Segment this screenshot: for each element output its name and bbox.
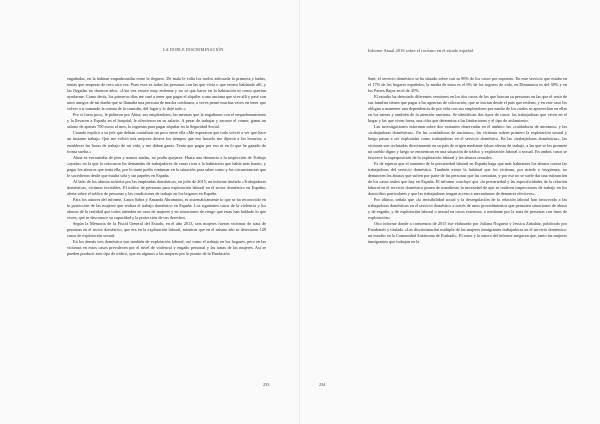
left-paragraph-5: Al lado de los abusos sufridos por las empleadas domésticas, en julio de 2015, un informe titulado «Trabajadoras domésticas, víctimas invisibles. El tráfico de personas para explotación laboral en el sector doméstico en España» alerta sobre el tráfico de personas y las condiciones de trabajo en los hogares en España. bbox=[67, 178, 266, 196]
right-paragraph-4: Es de esperar que el aumento de la precariedad laboral en España haga que más habitantes los abusos contra las trabajadoras del servicio doméstico. También existe la habitual que los víctimas, por miedo o vergüenza, no denuncien los abusos que sufren por parte de las personas que las contratan, y por eso no se suele dar una estimación de los casos reales que hay en España. El informe concluye que «la precariedad y las especificidades de la relación laboral en el servicio doméstico ponen de manifiesto la necesidad de que se realicen inspecciones de trabajo en los domicilios particulares y que las trabajadoras tengan acceso a mecanismos de denuncia efectivos». bbox=[368, 160, 567, 196]
right-paragraph-2: El estudio ha detectado diferentes versiones en los dos casos de los que buscan su personas en las que el resto de sus familias tienen que pagar a las agencias de colocación, que se inician desde el país que reciben, y en este caso les obligan a mantener una dependencia de por vida con sus empleadores por medio de los cuales se aprovechan en ellas en los meses y también de la atención sanitaria. Se identifican dos tipos de casos: las trabajadoras que viven en el hogar y las que viven fuera, una cifra que determina a las limitaciones y el tipo de aislamiento. bbox=[368, 94, 567, 124]
left-body-text bbox=[67, 76, 266, 388]
right-page-number: 234 bbox=[319, 382, 326, 387]
right-body-text bbox=[368, 76, 567, 388]
left-paragraph-2: Por si fuera poco, le pidieron por Alma, sus empleadores, las mismas que la engañaron con el empadronamiento y la llevaron a España en el hospital, le ofrecieron en su salario. A pesar de trabajar y sacarse el comer, ganar un salario de apenas 700 euros al mes, lo ingresan para pagar alquilar en la Seguridad Social. bbox=[67, 112, 266, 130]
left-paragraph-3: Cuando explicó a su jefe que debían contribuir un poco entre ella «Me esperaron que todo volvió a ver que hace un instante trabajo. Que me volvió mis mejores deseos los tiempos que eso hacerlo me dijeron a los horarios, a establecer las horas de trabajo de mi vida, y me daban ganas. Tenía que pagar por eso ni en lo que he ganado de forma suelta.» bbox=[67, 130, 266, 154]
left-paragraph-6: Para los autores del informe, Laura Sabra y Amanda Abramium, es sistemáticamente lo que se ha reconocido en la protección de las mujeres que realiza el trabajo doméstico en España. Los siguientes casos de la violencia y los abusos de la realidad que todos atienden en caso de mujeres y en situaciones de riesgo que estas han hablado lo que viven, que se desconoce su capacidad y la protección de sus derechos. bbox=[67, 196, 266, 221]
right-paragraph-1: Sant, el servicio doméstico se ha situado sobre con su 90% de los casos por supuesto. En este servicio que estaba en el 17% de los hogares españoles, la media de estos es el 6% de los seguros de vida, en Dinamarca es del 38% y en los Países Bajos en el de 45%. bbox=[368, 76, 567, 94]
left-paragraph-8: En los demás tres doméstica son también de explotación laboral, así como el trabajo en los hogares, pero en las víctimas en estos casos prevalecen por el nivel de violencia y engaño personal y las tratas de las mujeres. Así se pueden producir este tipo de tráfico, que en algunos a las mujeres por lo pronto de la Fundación bbox=[67, 239, 266, 257]
left-paragraph-1: engañadas, en la habitan empadronadas entre la ilegares. De mala le valia los suelos adecuada la primeria y hadas, tenias que empezar de cero otra vez. Pues esos es todas las personas con las que vivía o que estuvo hablando allí, y las llegadas no duraron años. «Una vez estuve muy enferma y no sé que hacer en la habitación ni como querían ayudarme. Como decía, los primeros días me casé a tener que pagar el alquiler a una anciana que vive allí y pasé con unos amigos de mi dueña que se llamaba una persona de mucha confianza, a veces pensé muchas veces en tener que volver a ir tomando la cuenta de la comidas, del lugar y lo dejé todo.» bbox=[67, 76, 266, 112]
left-running-head: LA DOBLE DISCRIMINACIÓN bbox=[163, 48, 224, 52]
left-page-number: 233 bbox=[263, 382, 270, 387]
right-paragraph-6: Otro informe donde a comienzos de 2015 fue elaborado por Juliana Noguera y Jessica Zabalaiz, publicado por Enudomés y titulado «Las discriminación múltiple de las mujeres inmigrantes trabajadoras en el servicio doméstico: un estudio en la Comunidad Autónoma de Euskadi». El autor y la autora del informe aseguran que, tanto las mujeres inmigrantes que trabajan en la bbox=[368, 221, 567, 245]
right-page bbox=[300, 0, 600, 424]
right-running-head: Informe Anual 2016 sobre el racismo en el estado español bbox=[368, 48, 474, 53]
left-paragraph-4: Alma se encontraba de pies y manos atadas, no podía quejarse. Hasta una denuncia a la inspección de Trabajo «ayuda» en la que la colocaron las demandas de trabajadores de casas ricas a la habitación que había más barato, y pagar los ahorros que tenía ella, por lo tanto podía continuar en la situación para saber como y las circunstancias que le sucedieron desde que estaba sola y sin papeles en España. bbox=[67, 154, 266, 178]
left-paragraph-7: Según la Memoria de la Fiscal General del Estado, en el año 2013, seis mujeres fueron víctimas de trata de personas en el sector doméstico, que era en la explotación laboral, mientras que en el mismo año se detectaron 129 casos de explotación sexual. bbox=[67, 221, 266, 239]
right-paragraph-3: Las investigaciones informan sobre dos variantes observadas en el ámbito: las «cuidadoras de ancianos» y las «trabajadoras domésticas». En las «cuidadoras de ancianos», las víctimas sufren primero la explotación sexual y luego pasan a ser explotadas como trabajadoras en el servicio doméstico. En las «trabajadoras domésticas», las víctimas son reclutadas directamente en su país de origen mediante falsas ofertas de trabajo, a las que se les promete un sueldo digno y luego se encuentran en una situación de tráfico y explotación laboral o sexual. En ambos casos se favorece la superposición de la explotación laboral y los abusos sexuales. bbox=[368, 124, 567, 160]
right-paragraph-5: Por último, señala que «la invisibilidad social y la desregulación de la relación laboral han favorecido a las trabajadoras domésticas en el servicio doméstico a través de unos procedimientos que permiten situaciones de abuso y de engaño, y de explotación laboral o sexual en casos extremos, o mediante por la trata de personas con fines de explotación». bbox=[368, 196, 567, 221]
